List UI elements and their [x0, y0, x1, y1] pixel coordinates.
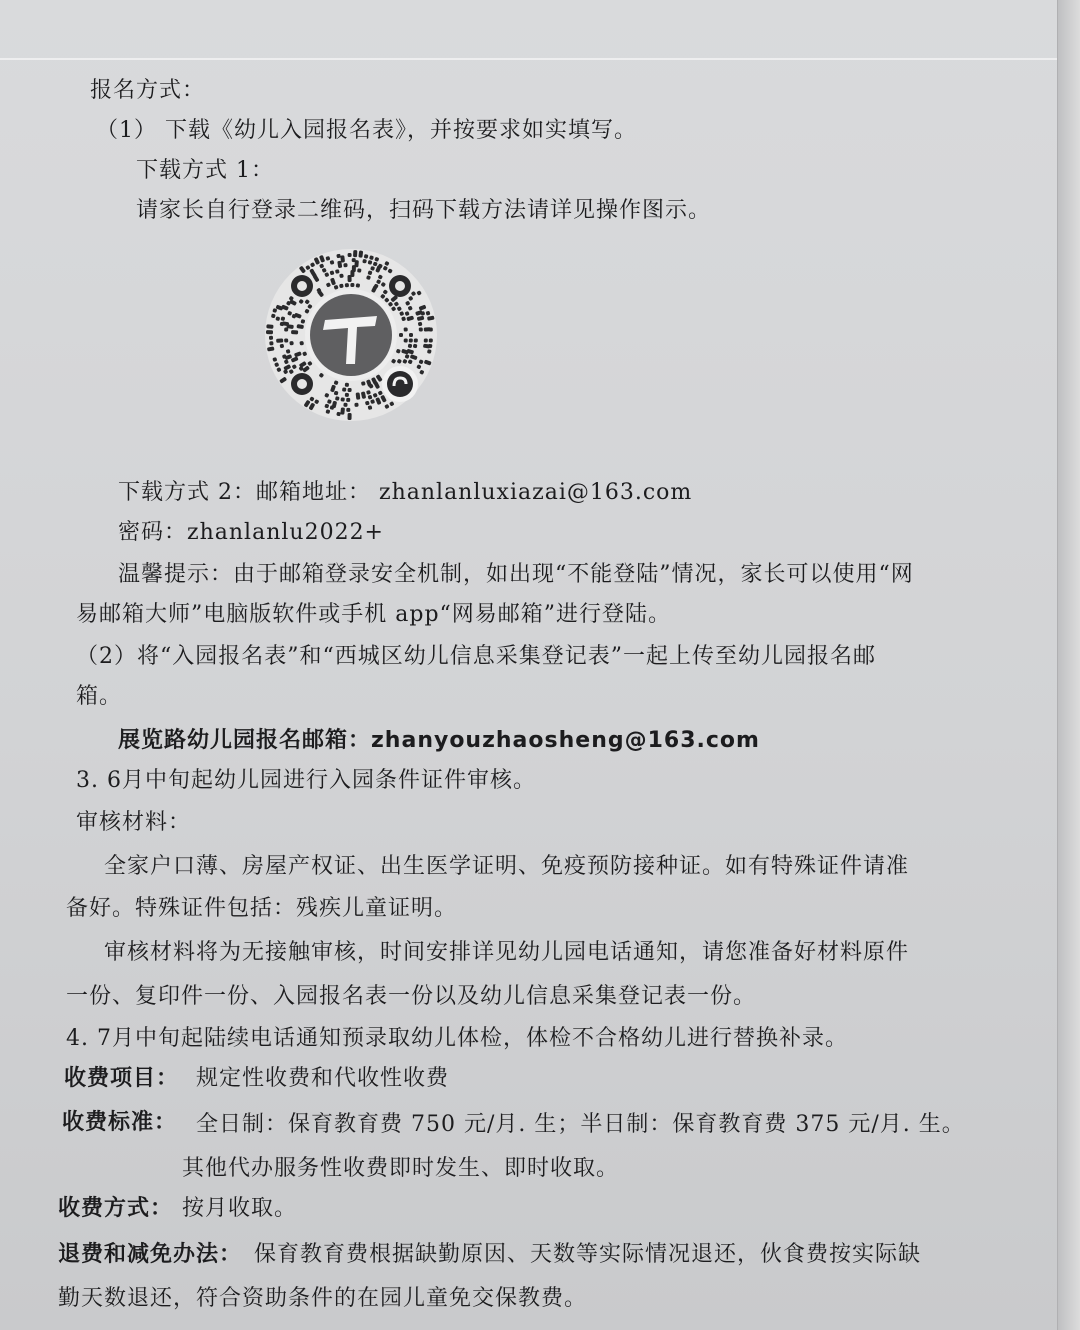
qr-dot — [343, 403, 347, 407]
review-materials-label: 审核材料： — [76, 810, 192, 835]
fee-method-value: 按月收取。 — [182, 1196, 298, 1221]
heading-registration-method: 报名方式： — [90, 78, 206, 103]
qr-dot — [348, 253, 352, 257]
qr-code-icon — [262, 246, 440, 424]
qr-dot — [266, 324, 273, 329]
qr-dot — [350, 283, 354, 287]
fee-standard-value: 全日制：保育教育费 750 元/月. 生；半日制：保育教育费 375 元/月. 生。 — [196, 1112, 965, 1137]
qr-dot — [346, 408, 350, 412]
qr-dot — [284, 327, 288, 331]
review-materials-line-2: 备好。特殊证件包括：残疾儿童证明。 — [66, 896, 458, 921]
qr-dot — [276, 338, 283, 343]
paper-fold — [0, 58, 1080, 60]
refund-extra: 勤天数退还，符合资助条件的在园儿童免交保教费。 — [58, 1286, 588, 1311]
item-4-health-check: 4. 7月中旬起陆续电话通知预录取幼儿体检，体检不合格幼儿进行替换补录。 — [66, 1026, 848, 1051]
refund-value: 保育教育费根据缺勤原因、天数等实际情况退还，伙食费按实际缺 — [254, 1242, 922, 1267]
qr-dot — [269, 341, 273, 345]
qr-dot — [352, 258, 356, 262]
qr-dot — [409, 333, 413, 337]
qr-dot — [354, 403, 358, 407]
qr-dot — [345, 393, 349, 397]
review-notice-line-1: 审核材料将为无接触审核，时间安排详见幼儿园电话通知，请您准备好材料原件 — [104, 940, 910, 965]
download-method-1-label: 下载方式 1： — [136, 158, 274, 183]
qr-dot — [291, 330, 298, 334]
qr-dot — [343, 263, 347, 267]
qr-dot — [404, 327, 408, 331]
qr-dot — [419, 327, 423, 331]
download-method-2-email: 下载方式 2：邮箱地址： zhanlanluxiazai@163.com — [118, 480, 693, 505]
fee-standard-label: 收费标准： — [62, 1110, 178, 1135]
qr-dot — [409, 338, 413, 342]
qr-dot — [340, 255, 345, 262]
fee-item-label: 收费项目： — [64, 1066, 180, 1091]
qr-dot — [266, 330, 273, 334]
qr-dot — [348, 413, 352, 420]
email-password: 密码：zhanlanlu2022+ — [118, 520, 384, 545]
qr-dot — [353, 250, 357, 257]
refund-label: 退费和减免办法： — [58, 1242, 243, 1267]
step-2-upload-cont: 箱。 — [76, 684, 123, 709]
qr-dot — [345, 283, 349, 287]
qr-dot — [404, 338, 408, 342]
download-method-1-text: 请家长自行登录二维码，扫码下载方法请详见操作图示。 — [136, 198, 712, 223]
paper-edge — [1057, 0, 1080, 1330]
fee-standard-extra: 其他代办服务性收费即时发生、即时收取。 — [182, 1156, 620, 1181]
qr-dot — [348, 388, 352, 392]
qr-dot — [429, 327, 433, 331]
qr-dot — [284, 338, 288, 342]
item-3-document-review: 3. 6月中旬起幼儿园进行入园条件证件审核。 — [76, 768, 536, 793]
qr-dot — [414, 338, 418, 342]
step-1-download: （1） 下载《幼儿入园报名表》，并按要求如实填写。 — [96, 118, 637, 143]
qr-dot — [345, 383, 349, 387]
step-2-upload: （2）将“入园报名表”和“西城区幼儿信息采集登记表”一起上传至幼儿园报名邮 — [76, 644, 876, 669]
qr-dot — [429, 338, 433, 342]
review-materials-line-1: 全家户口薄、房屋产权证、出生医学证明、免疫预防接种证。如有特殊证件请准 — [104, 854, 910, 879]
kindergarten-registration-email: 展览路幼儿园报名邮箱：zhanyouzhaosheng@163.com — [118, 728, 760, 753]
qr-dot — [340, 407, 345, 414]
tip-line-2: 易邮箱大师”电脑版软件或手机 app“网易邮箱”进行登陆。 — [76, 602, 672, 627]
review-notice-line-2: 一份、复印件一份、入园报名表一份以及幼儿信息采集登记表一份。 — [66, 984, 757, 1009]
tip-line-1: 温馨提示：由于邮箱登录安全机制，如出现“不能登陆”情况，家长可以使用“网 — [118, 562, 914, 587]
qr-dot — [269, 336, 273, 340]
fee-method-label: 收费方式： — [58, 1196, 174, 1221]
fee-item-value: 规定性收费和代收性收费 — [196, 1066, 450, 1091]
qr-dot — [399, 333, 403, 337]
qr-dot — [346, 398, 350, 402]
qr-dot — [424, 338, 428, 342]
